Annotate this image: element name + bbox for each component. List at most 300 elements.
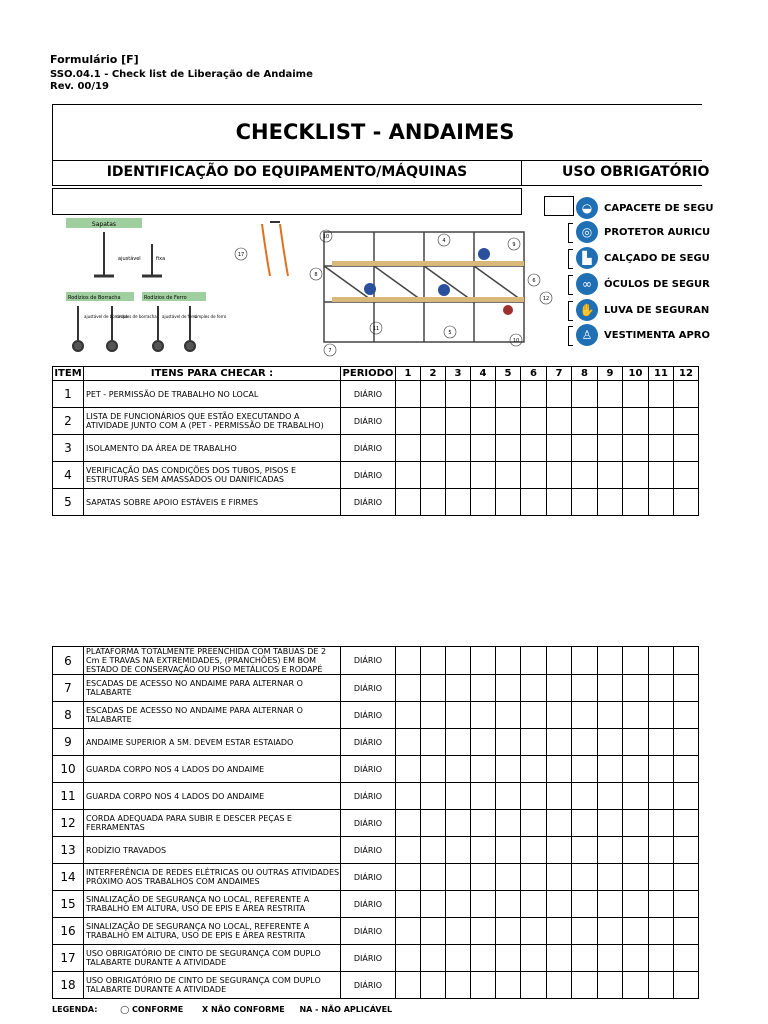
day-check-cell[interactable] — [421, 647, 446, 675]
day-check-cell[interactable] — [421, 837, 446, 864]
header-day: 4 — [471, 367, 496, 381]
item-periodo: DIÁRIO — [341, 462, 396, 489]
day-check-cell[interactable] — [623, 702, 649, 729]
day-check-cell[interactable] — [623, 972, 649, 999]
ppe-item — [576, 196, 714, 220]
day-check-cell[interactable] — [649, 945, 674, 972]
day-check-cell[interactable] — [446, 810, 471, 837]
day-check-cell[interactable] — [598, 408, 623, 435]
day-check-cell[interactable] — [446, 945, 471, 972]
day-check-cell[interactable] — [521, 945, 547, 972]
day-check-cell[interactable] — [598, 729, 623, 756]
day-check-cell[interactable] — [496, 891, 521, 918]
day-check-cell[interactable] — [674, 408, 699, 435]
day-check-cell[interactable] — [572, 918, 598, 945]
day-check-cell[interactable] — [521, 810, 547, 837]
day-check-cell[interactable] — [446, 647, 471, 675]
day-check-cell[interactable] — [496, 864, 521, 891]
day-check-cell[interactable] — [547, 381, 572, 408]
day-check-cell[interactable] — [623, 864, 649, 891]
item-periodo: DIÁRIO — [341, 729, 396, 756]
callout-number: 12 — [542, 296, 550, 302]
day-check-cell[interactable] — [421, 489, 446, 516]
day-check-cell[interactable] — [623, 756, 649, 783]
day-check-cell[interactable] — [649, 918, 674, 945]
day-check-cell[interactable] — [496, 972, 521, 999]
day-check-cell[interactable] — [623, 675, 649, 702]
day-check-cell[interactable] — [674, 489, 699, 516]
day-check-cell[interactable] — [471, 381, 496, 408]
day-check-cell[interactable] — [421, 408, 446, 435]
day-check-cell[interactable] — [572, 891, 598, 918]
day-check-cell[interactable] — [471, 918, 496, 945]
day-check-cell[interactable] — [598, 675, 623, 702]
day-check-cell[interactable] — [623, 462, 649, 489]
day-check-cell[interactable] — [674, 756, 699, 783]
day-check-cell[interactable] — [547, 756, 572, 783]
item-description: RODÍZIO TRAVADOS — [84, 837, 341, 864]
day-check-cell[interactable] — [421, 702, 446, 729]
callout-number: 4 — [442, 238, 446, 244]
day-check-cell[interactable] — [649, 702, 674, 729]
item-description: ANDAIME SUPERIOR A 5M. DEVEM ESTAR ESTAIADO — [84, 729, 341, 756]
day-check-cell[interactable] — [547, 408, 572, 435]
day-check-cell[interactable] — [471, 945, 496, 972]
ppe-item — [576, 323, 710, 347]
day-check-cell[interactable] — [674, 891, 699, 918]
day-check-cell[interactable] — [446, 408, 471, 435]
item-description: ESCADAS DE ACESSO NO ANDAIME PARA ALTERNAR O TALABARTE — [84, 702, 341, 729]
day-check-cell[interactable] — [572, 810, 598, 837]
day-check-cell[interactable] — [421, 435, 446, 462]
day-check-cell[interactable] — [547, 462, 572, 489]
table-row — [53, 381, 699, 408]
header-item: ITEM — [54, 368, 82, 379]
day-check-cell[interactable] — [547, 783, 572, 810]
item-description: INTERFERÊNCIA DE REDES ELÉTRICAS OU OUTRAS ATIVIDADES PRÓXIMO AOS TRABALHOS COM ANDAIMES — [84, 864, 341, 891]
ppe-check-box[interactable] — [544, 196, 574, 216]
ppe-bracket — [568, 249, 573, 269]
day-check-cell[interactable] — [396, 918, 421, 945]
day-check-cell[interactable] — [396, 864, 421, 891]
day-check-cell[interactable] — [623, 647, 649, 675]
day-check-cell[interactable] — [649, 675, 674, 702]
day-check-cell[interactable] — [396, 675, 421, 702]
day-check-cell[interactable] — [674, 647, 699, 675]
day-check-cell[interactable] — [521, 408, 547, 435]
day-check-cell[interactable] — [496, 783, 521, 810]
ppe-item — [576, 272, 710, 296]
day-check-cell[interactable] — [496, 810, 521, 837]
day-check-cell[interactable] — [547, 891, 572, 918]
day-check-cell[interactable] — [598, 972, 623, 999]
helmet-icon: ◒ — [576, 197, 598, 219]
callout-number: 9 — [512, 242, 516, 248]
day-check-cell[interactable] — [521, 489, 547, 516]
day-check-cell[interactable] — [623, 435, 649, 462]
item-number: 13 — [53, 837, 84, 864]
ppe-label: VESTIMENTA APRO — [604, 329, 711, 341]
header-day: 3 — [446, 367, 471, 381]
day-check-cell[interactable] — [547, 435, 572, 462]
item-number: 4 — [53, 462, 84, 489]
item-periodo: DIÁRIO — [341, 675, 396, 702]
day-check-cell[interactable] — [396, 489, 421, 516]
day-check-cell[interactable] — [572, 408, 598, 435]
day-check-cell[interactable] — [649, 837, 674, 864]
day-check-cell[interactable] — [396, 810, 421, 837]
day-check-cell[interactable] — [396, 702, 421, 729]
day-check-cell[interactable] — [421, 462, 446, 489]
day-check-cell[interactable] — [572, 435, 598, 462]
day-check-cell[interactable] — [598, 837, 623, 864]
day-check-cell[interactable] — [496, 489, 521, 516]
ppe-item — [576, 298, 709, 322]
day-check-cell[interactable] — [521, 381, 547, 408]
day-check-cell[interactable] — [674, 864, 699, 891]
sapatas-label: Sapatas — [91, 221, 117, 228]
day-check-cell[interactable] — [471, 783, 496, 810]
day-check-cell[interactable] — [547, 864, 572, 891]
day-check-cell[interactable] — [471, 891, 496, 918]
day-check-cell[interactable] — [396, 945, 421, 972]
day-check-cell[interactable] — [446, 435, 471, 462]
day-check-cell[interactable] — [396, 783, 421, 810]
day-check-cell[interactable] — [471, 729, 496, 756]
day-check-cell[interactable] — [446, 837, 471, 864]
header-day: 2 — [421, 367, 446, 381]
day-check-cell[interactable] — [598, 918, 623, 945]
day-check-cell[interactable] — [421, 891, 446, 918]
ppe-label: PROTETOR AURICU — [604, 226, 711, 238]
day-check-cell[interactable] — [421, 918, 446, 945]
day-check-cell[interactable] — [674, 435, 699, 462]
ppe-bracket — [568, 301, 573, 321]
day-check-cell[interactable] — [572, 729, 598, 756]
day-check-cell[interactable] — [471, 435, 496, 462]
day-check-cell[interactable] — [421, 756, 446, 783]
day-check-cell[interactable] — [649, 864, 674, 891]
day-check-cell[interactable] — [598, 756, 623, 783]
day-check-cell[interactable] — [396, 381, 421, 408]
day-check-cell[interactable] — [496, 408, 521, 435]
day-check-cell[interactable] — [572, 381, 598, 408]
day-check-cell[interactable] — [396, 408, 421, 435]
day-check-cell[interactable] — [623, 783, 649, 810]
day-check-cell[interactable] — [446, 489, 471, 516]
day-check-cell[interactable] — [496, 702, 521, 729]
item-description: USO OBRIGATÓRIO DE CINTO DE SEGURANÇA COM DUPLO TALABARTE DURANTE A ATIVIDADE — [84, 945, 341, 972]
item-description: LISTA DE FUNCIONÁRIOS QUE ESTÃO EXECUTANDO A ATIVIDADE JUNTO COM A (PET - PERMISSÃO DE TRABALHO) — [84, 408, 341, 435]
day-check-cell[interactable] — [446, 381, 471, 408]
day-check-cell[interactable] — [521, 972, 547, 999]
day-check-cell[interactable] — [674, 783, 699, 810]
day-check-cell[interactable] — [547, 945, 572, 972]
day-check-cell[interactable] — [396, 837, 421, 864]
day-check-cell[interactable] — [446, 864, 471, 891]
day-check-cell[interactable] — [572, 972, 598, 999]
day-check-cell[interactable] — [471, 756, 496, 783]
callout-number: 17 — [237, 252, 245, 258]
identification-field[interactable] — [52, 188, 522, 215]
day-check-cell[interactable] — [496, 381, 521, 408]
day-check-cell[interactable] — [446, 891, 471, 918]
day-check-cell[interactable] — [471, 702, 496, 729]
ajustavel-label: ajustável — [118, 256, 141, 262]
item-number: 9 — [53, 729, 84, 756]
day-check-cell[interactable] — [674, 945, 699, 972]
day-check-cell[interactable] — [496, 729, 521, 756]
header-periodo: PERIODO — [341, 367, 396, 381]
day-check-cell[interactable] — [471, 408, 496, 435]
day-check-cell[interactable] — [471, 489, 496, 516]
table-row — [53, 972, 699, 999]
day-check-cell[interactable] — [421, 945, 446, 972]
table-row — [53, 647, 699, 675]
item-description: GUARDA CORPO NOS 4 LADOS DO ANDAIME — [84, 783, 341, 810]
day-check-cell[interactable] — [521, 783, 547, 810]
day-check-cell[interactable] — [649, 756, 674, 783]
day-check-cell[interactable] — [521, 647, 547, 675]
legend-label: LEGENDA: — [52, 1005, 98, 1014]
item-description: PLATAFORMA TOTALMENTE PREENCHIDA COM TABUAS DE 2 Cm E TRAVAS NA EXTREMIDADES, (PRANCHÕES) EM BOM ESTADO DE CONSERVAÇÃO OU PISO METÁLICOS E RODAPÉ — [84, 647, 341, 675]
item-number: 18 — [53, 972, 84, 999]
day-check-cell[interactable] — [649, 729, 674, 756]
day-check-cell[interactable] — [649, 783, 674, 810]
day-check-cell[interactable] — [623, 489, 649, 516]
day-check-cell[interactable] — [623, 918, 649, 945]
day-check-cell[interactable] — [598, 783, 623, 810]
day-check-cell[interactable] — [446, 702, 471, 729]
day-check-cell[interactable] — [521, 729, 547, 756]
rodizios-ferro-label: Rodízios de Ferro — [144, 295, 187, 301]
item-periodo: DIÁRIO — [341, 837, 396, 864]
day-check-cell[interactable] — [471, 647, 496, 675]
table-row — [53, 918, 699, 945]
ppe-bracket — [568, 275, 573, 295]
day-check-cell[interactable] — [396, 891, 421, 918]
day-check-cell[interactable] — [496, 918, 521, 945]
day-check-cell[interactable] — [421, 864, 446, 891]
item-number: 7 — [53, 675, 84, 702]
day-check-cell[interactable] — [649, 381, 674, 408]
item-periodo: DIÁRIO — [341, 972, 396, 999]
day-check-cell[interactable] — [674, 918, 699, 945]
day-check-cell[interactable] — [598, 435, 623, 462]
day-check-cell[interactable] — [471, 864, 496, 891]
day-check-cell[interactable] — [396, 756, 421, 783]
simples-borracha-label: simples de borracha — [116, 314, 157, 319]
day-check-cell[interactable] — [471, 837, 496, 864]
day-check-cell[interactable] — [598, 864, 623, 891]
day-check-cell[interactable] — [623, 837, 649, 864]
callout-number: 8 — [314, 272, 318, 278]
day-check-cell[interactable] — [471, 810, 496, 837]
day-check-cell[interactable] — [623, 891, 649, 918]
item-description: SAPATAS SOBRE APOIO ESTÁVEIS E FIRMES — [84, 489, 341, 516]
day-check-cell[interactable] — [547, 837, 572, 864]
day-check-cell[interactable] — [471, 462, 496, 489]
checklist-table-bottom — [52, 646, 699, 999]
day-check-cell[interactable] — [598, 810, 623, 837]
day-check-cell[interactable] — [421, 729, 446, 756]
day-check-cell[interactable] — [496, 945, 521, 972]
scaffold-illustration — [52, 214, 550, 364]
day-check-cell[interactable] — [521, 891, 547, 918]
day-check-cell[interactable] — [496, 462, 521, 489]
day-check-cell[interactable] — [674, 462, 699, 489]
item-periodo: DIÁRIO — [341, 435, 396, 462]
day-check-cell[interactable] — [623, 810, 649, 837]
day-check-cell[interactable] — [598, 462, 623, 489]
day-check-cell[interactable] — [446, 918, 471, 945]
day-check-cell[interactable] — [649, 972, 674, 999]
day-check-cell[interactable] — [572, 864, 598, 891]
day-check-cell[interactable] — [623, 381, 649, 408]
header-itens: ITENS PARA CHECAR : — [84, 367, 341, 381]
day-check-cell[interactable] — [649, 462, 674, 489]
day-check-cell[interactable] — [496, 837, 521, 864]
item-number: 10 — [53, 756, 84, 783]
ear-protector-icon: ◎ — [576, 221, 598, 243]
table-row — [53, 408, 699, 435]
day-check-cell[interactable] — [547, 702, 572, 729]
day-check-cell[interactable] — [421, 381, 446, 408]
legend-na: NA - NÃO APLICÁVEL — [299, 1005, 393, 1014]
day-check-cell[interactable] — [547, 972, 572, 999]
day-check-cell[interactable] — [674, 675, 699, 702]
day-check-cell[interactable] — [446, 972, 471, 999]
legend-conforme: ◯ CONFORME — [120, 1005, 184, 1014]
day-check-cell[interactable] — [521, 435, 547, 462]
item-number: 11 — [53, 783, 84, 810]
day-check-cell[interactable] — [547, 918, 572, 945]
item-number: 6 — [53, 647, 84, 675]
ajustavel-borracha-label: ajustável de borracha — [84, 314, 128, 319]
day-check-cell[interactable] — [396, 462, 421, 489]
header-day: 12 — [674, 367, 699, 381]
day-check-cell[interactable] — [674, 972, 699, 999]
day-check-cell[interactable] — [396, 729, 421, 756]
day-check-cell[interactable] — [572, 945, 598, 972]
day-check-cell[interactable] — [521, 837, 547, 864]
day-check-cell[interactable] — [547, 729, 572, 756]
header-day: 1 — [396, 367, 421, 381]
day-check-cell[interactable] — [598, 381, 623, 408]
day-check-cell[interactable] — [421, 783, 446, 810]
day-check-cell[interactable] — [396, 647, 421, 675]
day-check-cell[interactable] — [649, 810, 674, 837]
day-check-cell[interactable] — [674, 702, 699, 729]
day-check-cell[interactable] — [446, 756, 471, 783]
day-check-cell[interactable] — [446, 462, 471, 489]
table-row — [53, 489, 699, 516]
item-number: 8 — [53, 702, 84, 729]
vest-icon: ♙ — [576, 324, 598, 346]
day-check-cell[interactable] — [446, 783, 471, 810]
day-check-cell[interactable] — [496, 647, 521, 675]
day-check-cell[interactable] — [572, 647, 598, 675]
day-check-cell[interactable] — [471, 972, 496, 999]
callout-number: 5 — [448, 330, 452, 336]
day-check-cell[interactable] — [572, 756, 598, 783]
day-check-cell[interactable] — [521, 918, 547, 945]
day-check-cell[interactable] — [649, 647, 674, 675]
day-check-cell[interactable] — [598, 489, 623, 516]
ppe-bracket — [568, 223, 573, 243]
day-check-cell[interactable] — [521, 675, 547, 702]
day-check-cell[interactable] — [598, 891, 623, 918]
day-check-cell[interactable] — [674, 810, 699, 837]
form-code: Formulário [F] — [50, 53, 139, 66]
day-check-cell[interactable] — [623, 729, 649, 756]
day-check-cell[interactable] — [649, 408, 674, 435]
day-check-cell[interactable] — [598, 702, 623, 729]
item-periodo: DIÁRIO — [341, 810, 396, 837]
day-check-cell[interactable] — [547, 675, 572, 702]
day-check-cell[interactable] — [649, 891, 674, 918]
table-row — [53, 702, 699, 729]
day-check-cell[interactable] — [421, 972, 446, 999]
day-check-cell[interactable] — [496, 675, 521, 702]
item-description: ESCADAS DE ACESSO NO ANDAIME PARA ALTERNAR O TALABARTE — [84, 675, 341, 702]
day-check-cell[interactable] — [572, 489, 598, 516]
day-check-cell[interactable] — [572, 462, 598, 489]
day-check-cell[interactable] — [572, 675, 598, 702]
day-check-cell[interactable] — [521, 702, 547, 729]
table-row — [53, 756, 699, 783]
day-check-cell[interactable] — [396, 435, 421, 462]
table-row — [53, 864, 699, 891]
day-check-cell[interactable] — [521, 864, 547, 891]
day-check-cell[interactable] — [547, 810, 572, 837]
table-row — [53, 891, 699, 918]
day-check-cell[interactable] — [674, 837, 699, 864]
day-check-cell[interactable] — [572, 783, 598, 810]
ppe-bracket — [568, 326, 573, 346]
day-check-cell[interactable] — [598, 647, 623, 675]
day-check-cell[interactable] — [649, 489, 674, 516]
day-check-cell[interactable] — [521, 756, 547, 783]
day-check-cell[interactable] — [547, 489, 572, 516]
simples-ferro-label: simples de ferro — [194, 314, 227, 319]
day-check-cell[interactable] — [471, 675, 496, 702]
day-check-cell[interactable] — [421, 675, 446, 702]
item-number: 17 — [53, 945, 84, 972]
ppe-item — [576, 220, 710, 244]
item-number: 14 — [53, 864, 84, 891]
header-day: 9 — [598, 367, 623, 381]
day-check-cell[interactable] — [547, 647, 572, 675]
day-check-cell[interactable] — [496, 435, 521, 462]
day-check-cell[interactable] — [421, 810, 446, 837]
day-check-cell[interactable] — [674, 729, 699, 756]
day-check-cell[interactable] — [496, 756, 521, 783]
day-check-cell[interactable] — [521, 462, 547, 489]
day-check-cell[interactable] — [396, 972, 421, 999]
day-check-cell[interactable] — [598, 945, 623, 972]
day-check-cell[interactable] — [674, 381, 699, 408]
rodizios-borracha-label: Rodízios de Borracha — [68, 295, 121, 301]
day-check-cell[interactable] — [572, 702, 598, 729]
day-check-cell[interactable] — [446, 729, 471, 756]
day-check-cell[interactable] — [623, 408, 649, 435]
day-check-cell[interactable] — [649, 435, 674, 462]
table-row — [53, 945, 699, 972]
day-check-cell[interactable] — [572, 837, 598, 864]
day-check-cell[interactable] — [446, 675, 471, 702]
day-check-cell[interactable] — [623, 945, 649, 972]
